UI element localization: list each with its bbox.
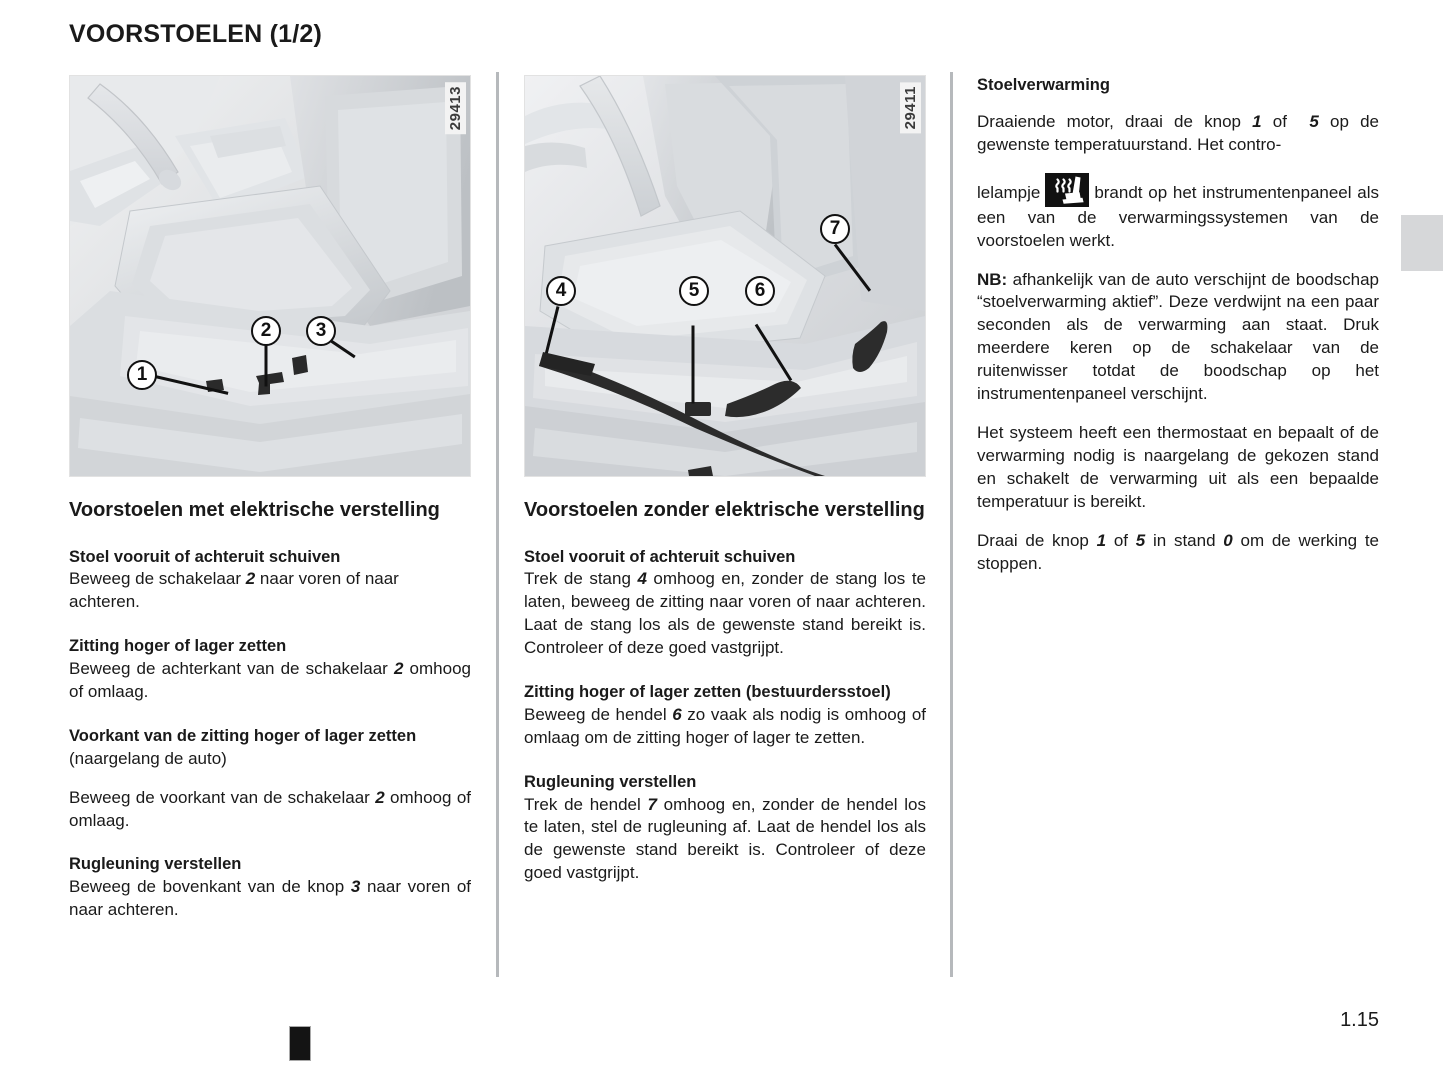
seat-heating-paragraph-1: [977, 111, 1379, 157]
middle-section-1-text: Trek de stang 4 omhoog en, zonder de stang los te laten, beweeg de zitting naar voren of naar achteren. Laat de stang los als de gewenste stand bereikt is. Controleer of deze goed vastgrijpt.: [524, 569, 926, 658]
middle-column-heading: Voorstoelen zonder elektrische verstelling: [524, 499, 925, 521]
left-section-1-heading: Stoel vooruit of achteruit schuiven: [69, 547, 341, 566]
para4-c: in stand: [1145, 530, 1224, 550]
figure-electric-seats: [69, 75, 471, 477]
para4-b: of: [1106, 530, 1136, 550]
nb-text: afhankelijk van de auto verschijnt de boodschap “stoelverwarming aktief”. Deze verdwijnt na een paar seconden als de verwarming aan staat. Druk meerdere keren op de schakelaar van de ruitenwisser totdat de boodschap op het instrumentenpaneel verschijnt.: [977, 269, 1379, 404]
right-column: [977, 75, 1379, 576]
para1-e: brandt op het instrumentenpaneel als een van de verwarmingssystemen van de voorstoelen werkt.: [977, 182, 1379, 250]
para4-d: om de werking te stoppen.: [977, 530, 1379, 573]
middle-section-2-heading: Zitting hoger of lager zetten (bestuurdersstoel): [524, 683, 891, 702]
seat-heating-icon: [1045, 173, 1089, 207]
seat-heating-paragraph-3: Het systeem heeft een thermostaat en bepaalt of de verwarming nodig is naargelang de gekozen stand en schakelt de verwarming uit als een bepaalde temperatuur is bereikt.: [977, 423, 1379, 511]
seat-heating-icon-glyph: [1045, 173, 1089, 207]
page-title-part: (1/2): [269, 20, 322, 48]
left-column-heading: Voorstoelen met elektrische verstelling: [69, 499, 440, 521]
para4-num3: 0: [1223, 530, 1233, 550]
callout-7: 7: [820, 214, 850, 244]
callout-2: 2: [251, 316, 281, 346]
left-section-2-heading: Zitting hoger of lager zetten: [69, 637, 287, 656]
para4-a: Draai de knop: [977, 530, 1097, 550]
column-divider-right: [950, 72, 953, 977]
callout-3: 3: [306, 316, 336, 346]
seat-heating-paragraph-1-cont: [977, 173, 1379, 253]
bottom-section-marker: [289, 1026, 311, 1061]
para1-a: Draaiende motor, draai de knop: [977, 111, 1253, 131]
para4-num1: 1: [1096, 530, 1107, 550]
callout-1: 1: [127, 360, 157, 390]
section-edge-tab: [1399, 213, 1445, 273]
left-section-3-heading: Voorkant van de zitting hoger of lager zetten: [69, 726, 417, 745]
right-column-heading: Stoelverwarming: [977, 76, 1110, 94]
para1-num2: 5: [1309, 111, 1319, 131]
middle-section-1-heading: Stoel vooruit of achteruit schuiven: [524, 547, 796, 566]
middle-column: [524, 75, 926, 885]
callout-5: 5: [679, 276, 709, 306]
para1-d: lelampje: [977, 182, 1041, 202]
page-title: [69, 20, 322, 49]
page-title-main: VOORSTOELEN: [69, 20, 263, 48]
callout-6: 6: [745, 276, 775, 306]
leader-line-5: [692, 326, 695, 404]
figure-manual-seats-illustration: [525, 76, 925, 476]
nb-label: NB:: [977, 269, 1008, 289]
left-section-3-text: Beweeg de voorkant van de schakelaar 2 omhoog of omlaag.: [69, 787, 471, 830]
column-divider-left: [496, 72, 499, 977]
para4-num2: 5: [1135, 530, 1146, 550]
figure-id-label: 29411: [900, 82, 921, 133]
middle-section-3-heading: Rugleuning verstellen: [524, 772, 697, 791]
figure-electric-seats-illustration: [70, 76, 470, 476]
left-column: [69, 75, 471, 922]
callout-4: 4: [546, 276, 576, 306]
page-number: 1.15: [1340, 1009, 1379, 1031]
para1-b: of: [1261, 111, 1299, 131]
figure-manual-seats: [524, 75, 926, 477]
left-section-4-text: Beweeg de bovenkant van de knop 3 naar voren of naar achteren.: [69, 877, 471, 920]
leader-line-2: [265, 342, 268, 387]
seat-heating-note: [977, 269, 1379, 407]
middle-section-2-text: Beweeg de hendel 6 zo vaak als nodig is omhoog of omlaag om de zitting hoger of lager te zetten.: [524, 704, 926, 747]
middle-section-3-text: Trek de hendel 7 omhoog en, zonder de hendel los te laten, stel de rugleuning af. Laat de hendel los als de gewenste stand bereikt is. Controleer of deze goed vastgrijpt.: [524, 794, 926, 883]
para1-num1: 1: [1252, 111, 1262, 131]
figure-id-label: 29413: [445, 82, 466, 134]
seat-heating-paragraph-4: [977, 530, 1379, 576]
left-section-4-heading: Rugleuning verstellen: [69, 855, 242, 874]
left-section-1-text: Beweeg de schakelaar 2 naar voren of naar achteren.: [69, 569, 399, 612]
para1-c: op de gewenste temperatuurstand. Het contro-: [977, 111, 1380, 154]
left-section-2-text: Beweeg de achterkant van de schakelaar 2 omhoog of omlaag.: [69, 659, 471, 701]
left-section-3-subnote: (naargelang de auto): [69, 748, 227, 768]
